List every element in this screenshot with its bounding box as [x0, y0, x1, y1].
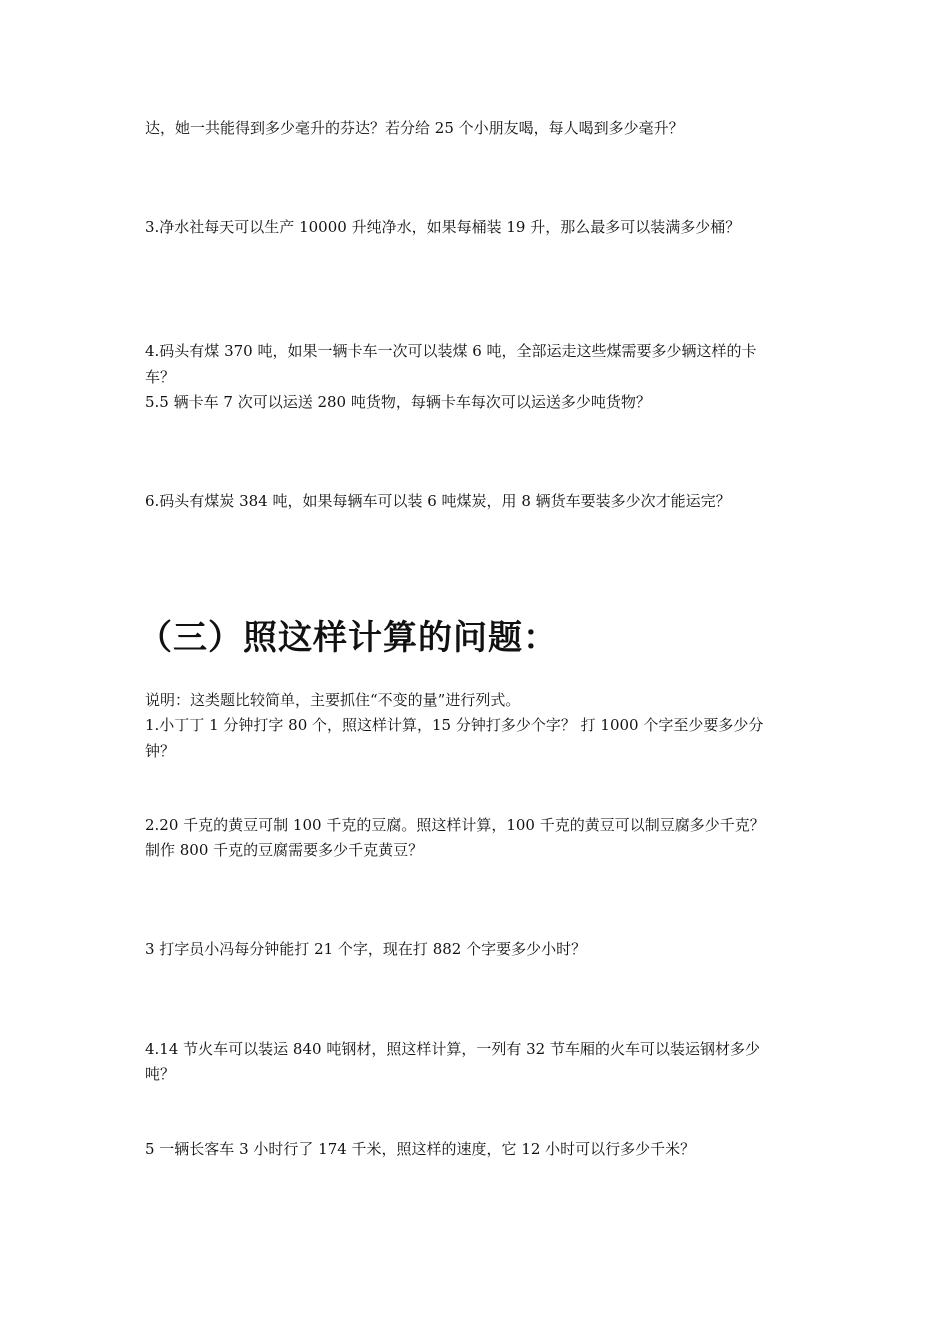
- problem-4-line-1: 4.14 节火车可以装运 840 吨钢材，照这样计算，一列有 32 节车厢的火车可以装运钢材多少: [145, 1040, 760, 1058]
- question-6: 6.码头有煤炭 384 吨，如果每辆车可以装 6 吨煤炭，用 8 辆货车要装多少次才能运完？: [145, 492, 731, 510]
- problem-2-line-2: 制作 800 千克的豆腐需要多少千克黄豆？: [145, 841, 424, 859]
- question-2-continued: 达，她一共能得到多少毫升的芬达？若分给 25 个小朋友喝，每人喝到多少毫升？: [145, 119, 684, 137]
- question-3: 3.净水社每天可以生产 10000 升纯净水，如果每桶装 19 升，那么最多可以装满多少桶？: [145, 218, 741, 236]
- problem-5: 5 一辆长客车 3 小时行了 174 千米，照这样的速度，它 12 小时可以行多少千米？: [145, 1140, 696, 1158]
- section-heading: （三）照这样计算的问题：: [138, 618, 558, 658]
- question-5: 5.5 辆卡车 7 次可以运送 280 吨货物，每辆卡车每次可以运送多少吨货物？: [145, 393, 651, 411]
- question-4-line-1: 4.码头有煤 370 吨，如果一辆卡车一次可以装煤 6 吨，全部运走这些煤需要多少辆这样的卡: [145, 342, 757, 360]
- problem-1-line-2: 钟？: [145, 742, 176, 760]
- question-4-line-2: 车？: [145, 368, 176, 386]
- problem-4-line-2: 吨？: [145, 1065, 176, 1083]
- problem-3: 3 打字员小冯每分钟能打 21 个字，现在打 882 个字要多少小时？: [145, 940, 587, 958]
- problem-1-line-1: 1.小丁丁 1 分钟打字 80 个，照这样计算，15 分钟打多少个字？ 打 1000 个字至少要多少分: [145, 716, 764, 734]
- problem-2-line-1: 2.20 千克的黄豆可制 100 千克的豆腐。照这样计算，100 千克的黄豆可以制豆腐多少千克？: [145, 816, 765, 834]
- section-note: 说明：这类题比较简单，主要抓住“不变的量”进行列式。: [145, 691, 521, 709]
